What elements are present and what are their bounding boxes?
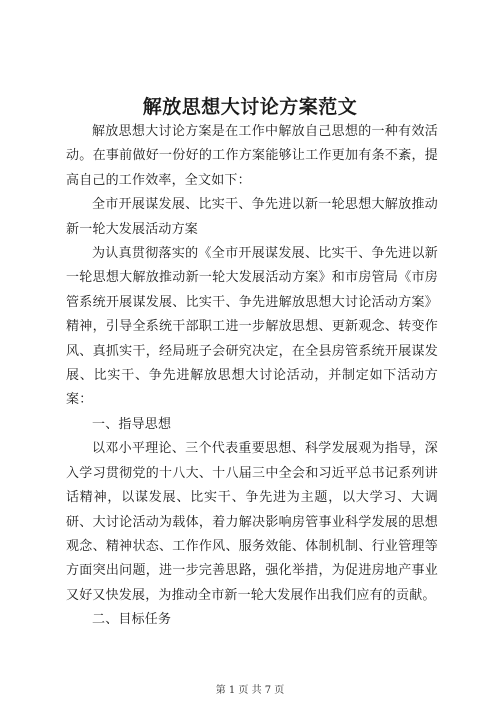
section-heading-guiding-ideology: 一、指导思想 [92, 416, 172, 432]
section-heading-goals: 二、目标任务 [92, 612, 172, 628]
page-footer: 第 1 页 共 7 页 [215, 685, 285, 696]
document-title: 解放思想大讨论方案范文 [142, 96, 358, 118]
document-body [66, 120, 438, 633]
paragraph-intro: 解放思想大讨论方案是在工作中解放自己思想的一种有效活动。在事前做好一份好的工作方案能够让工作更加有条不紊，提高自己的工作效率，全文如下： [66, 124, 438, 188]
paragraph-guiding-ideology: 以邓小平理论、三个代表重要思想、科学发展观为指导，深入学习贯彻党的十八大、十八届三中全会和习近平总书记系列讲话精神，以谋发展、比实干、争先进为主题，以大学习、大调研、大讨论活动为载体，着力解决影响房管事业科学发展的思想观念、精神状态、工作作风、服务效能、体制机制、行业管理等方面突出问题，进一步完善思路，强化举措，为促进房地产事业又好又快发展，为推动全市新一轮大发展作出我们应有的贡献。 [66, 441, 438, 603]
paragraph-background: 为认真贯彻落实的《全市开展谋发展、比实干、争先进以新一轮思想大解放推动新一轮大发展活动方案》和市房管局《市房管系统开展谋发展、比实干、争先进解放思想大讨论活动方案》精神，引导全系统干部职工进一步解放思想、更新观念、转变作风、真抓实干，经局班子会研究决定，在全县房管系统开展谋发展、比实干、争先进解放思想大讨论活动，并制定如下活动方案： [66, 246, 438, 408]
paragraph-plan-name: 全市开展谋发展、比实干、争先进以新一轮思想大解放推动新一轮大发展活动方案 [66, 197, 438, 237]
